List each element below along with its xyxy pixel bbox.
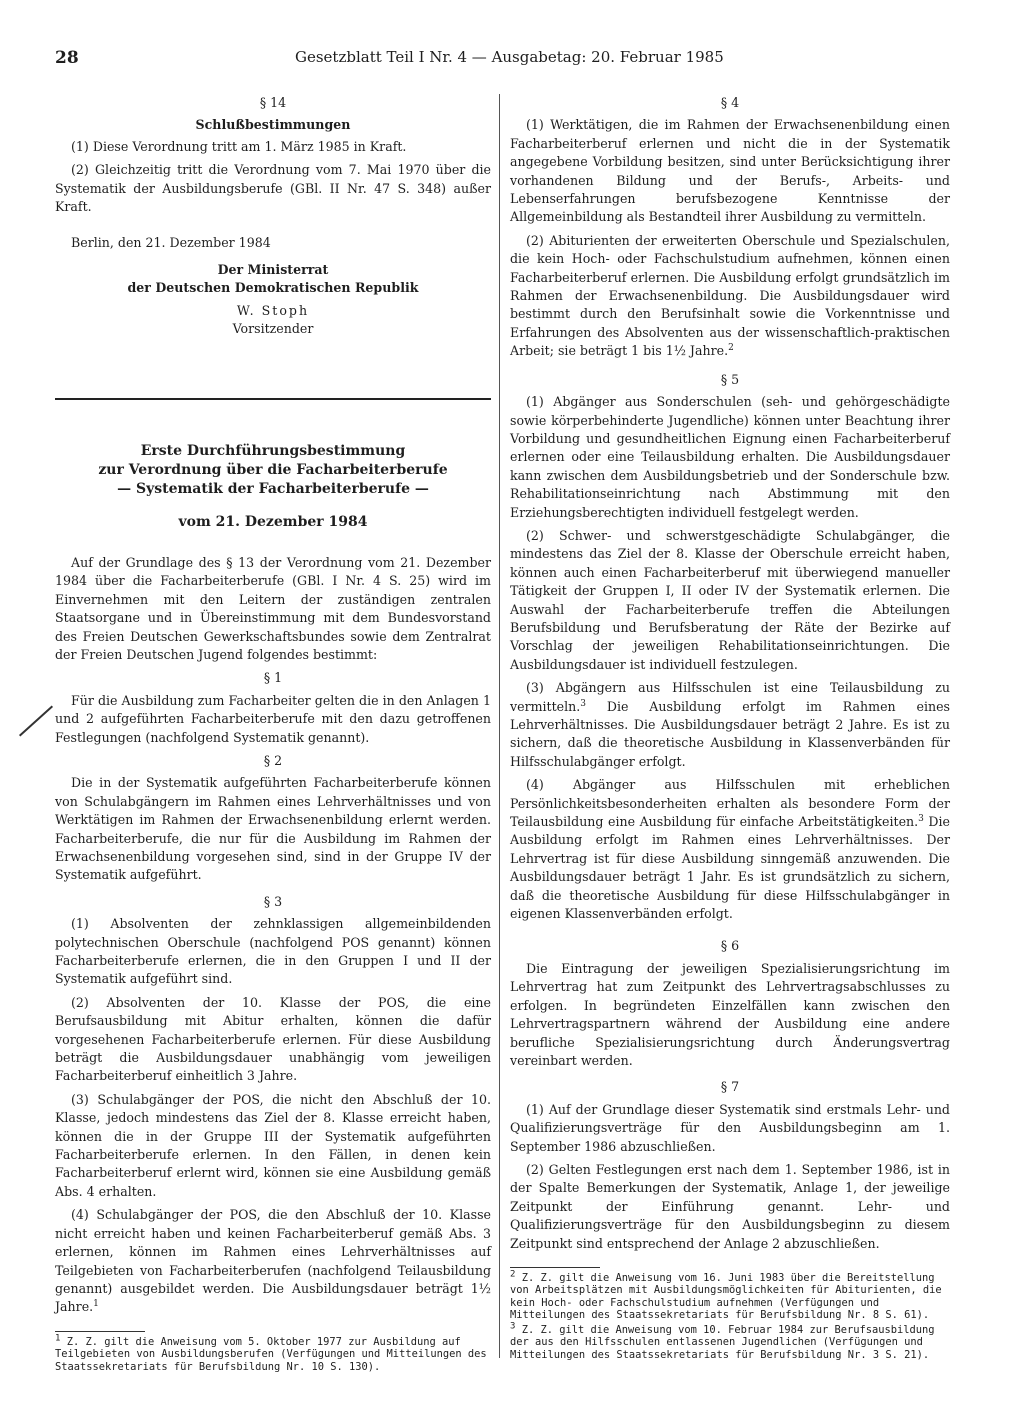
footnote-1 [55, 1333, 491, 1374]
footnote-ref-3b: 3 [918, 813, 924, 824]
section-3-paragraph-2: (2) Absolventen der 10. Klasse der POS, die eine Berufsausbildung mit Abitur erhalten, können die dafür vorgesehenen Facharbeiterberufe erlernen. Für diese Ausbildung beträgt die Ausbildungsdauer unabhängig vom jeweiligen Facharbeiterberuf einheitlich 3 Jahre. [55, 994, 491, 1084]
doc-title-line-2: zur Verordnung über die Facharbeiterberufe [98, 462, 448, 479]
section-5-paragraph-4-rest: Die Ausbildung erfolgt im Rahmen eines Lehrverhältnisses. Der Lehrvertrag ist für diese Ausbildung sinngemäß anzuwenden. Die Ausbildungsdauer beträgt 1 Jahr. Es ist grundsätzlich zu sichern, daß die theoretische Ausbildung für diese Hilfsschulabgänger in eigenen Klassenverbänden erfolgt. [510, 814, 950, 922]
preamble: Auf der Grundlage des § 13 der Verordnung vom 21. Dezember 1984 über die Facharbeiterberufe (GBl. I Nr. 4 S. 25) wird im Einvernehmen mit den Leitern der zuständigen zentralen Staatsorgane und in Übereinstimmung mit dem Bundesvorstand des Freien Deutschen Gewerkschaftsbundes sowie dem Zentralrat der Freien Deutschen Jugend folgendes bestimmt: [55, 554, 491, 662]
footnote-rule [55, 1331, 145, 1332]
section-5-paragraph-3 [510, 679, 950, 771]
section-7-heading: § 7 [720, 1079, 740, 1095]
section-4-paragraph-2 [510, 232, 950, 361]
footnote-2-text: Z. Z. gilt die Anweisung vom 16. Juni 1983 über die Bereitstellung von Arbeitsplätzen mit Ausbildungsmöglichkeiten für Abiturienten, die kein Hoch- oder Fachschulstudium aufnehmen (Verfügungen und Mitteilungen des Staatssekretariats für Berufsbildung Nr. 8 S. 61). [510, 1271, 942, 1322]
right-column [510, 90, 950, 1363]
section-4-paragraph-2-text: (2) Abiturienten der erweiterten Oberschule und Spezialschulen, die kein Hoch- oder Fachschulstudium aufnehmen, können einen Facharbeiterberuf erlernen. Die Ausbildung erfolgt grundsätzlich im Rahmen der Erwachsenenbildung. Die Ausbildungsdauer wird bestimmt durch den Berufsinhalt sowie die Vorkenntnisse und Erfahrungen des Absolventen aus der wissenschaftlich-praktischen Arbeit; sie beträgt 1 bis 1½ Jahre. [510, 232, 950, 359]
section-14-paragraph-1: (1) Diese Verordnung tritt am 1. März 1985 in Kraft. [71, 138, 407, 154]
section-2-heading: § 2 [263, 752, 283, 768]
footnote-rule-right [510, 1267, 600, 1268]
footnote-3-text: Z. Z. gilt die Anweisung vom 10. Februar 1984 zur Berufsausbildung der aus den Hilfsschulen entlassenen Jugendlichen (Verfügungen und Mitteilungen des Staatssekretariats für Berufsbildung Nr. 3 S. 21). [510, 1323, 935, 1361]
page-number: 28 [55, 48, 79, 68]
council-line-2: der Deutschen Demokratischen Republik [127, 280, 419, 296]
section-5-paragraph-2: (2) Schwer- und schwerstgeschädigte Schulabgänger, die mindestens das Ziel der 8. Klasse der Oberschule erreicht haben, können auch einen Facharbeiterberuf mit überwiegend manueller Tätigkeit der Gruppen I, II oder IV der Systematik erlernen. Die Auswahl der Facharbeiterberufe treffen die Abteilungen Berufsbildung und Berufsberatung der Räte der Bezirke auf Vorschlag der jeweiligen Rehabilitationseinrichtungen. Die Ausbildungsdauer ist individuell festzulegen. [510, 527, 950, 672]
footnote-ref-1: 1 [93, 1299, 99, 1310]
section-14-title: Schlußbestimmungen [195, 117, 351, 133]
section-1-heading: § 1 [263, 670, 283, 686]
header-title: Gesetzblatt Teil I Nr. 4 — Ausgabetag: 20. Februar 1985 [295, 48, 724, 66]
section-5-paragraph-4 [510, 776, 950, 923]
section-divider [55, 398, 491, 400]
section-6-heading: § 6 [720, 938, 740, 954]
column-divider [499, 94, 500, 1358]
margin-pen-mark [19, 706, 53, 737]
section-5-paragraph-3-rest: Die Ausbildung erfolgt im Rahmen eines Lehrverhältnisses. Die Ausbildungsdauer beträgt 2 Jahre. Es ist zu sichern, daß die theoretische Ausbildung in Klassenverbänden für Hilfsschulabgänger erfolgt. [510, 698, 950, 769]
footnote-1-text: Z. Z. gilt die Anweisung vom 5. Oktober 1977 zur Ausbildung auf Teilgebieten von Ausbildungsberufen (Verfügungen und Mitteilungen des Staatssekretariats für Berufsbildung Nr. 10 S. 130). [55, 1335, 487, 1373]
left-column [55, 90, 491, 1375]
section-4-heading: § 4 [720, 95, 740, 110]
doc-date: vom 21. Dezember 1984 [178, 514, 368, 531]
section-5-paragraph-1: (1) Abgänger aus Sonderschulen (seh- und gehörgeschädigte sowie körperbehinderte Jugendliche) können unter Beachtung ihrer Vorbildung und gesundheitlichen Eignung einen Facharbeiterberuf erlernen oder eine Teilausbildung erhalten. Die Ausbildungsdauer kann zwischen dem Ausbildungsbetrieb und der Sonderschule bzw. Rehabilitationseinrichtung nach Abstimmung mit den Erziehungsberechtigten individuell festgelegt werden. [510, 394, 950, 520]
footnote-3 [510, 1321, 950, 1362]
signer-role: Vorsitzender [232, 321, 314, 337]
section-3-paragraph-1: (1) Absolventen der zehnklassigen allgemeinbildenden polytechnischen Oberschule (nachfolgend POS genannt) können Facharbeiterberufe erlernen, die in den Gruppen I und II der Systematik aufgeführt sind. [55, 916, 491, 987]
footnote-3-number: 3 [510, 1321, 516, 1332]
footnote-2 [510, 1269, 950, 1322]
doc-title-line-3: — Systematik der Facharbeiterberufe — [117, 481, 429, 498]
section-5-paragraph-4-start: (4) Abgänger aus Hilfsschulen mit erheblichen Persönlichkeitsbesonderheiten erhalten als besondere Form der Teilausbildung eine Ausbildung für einfache Arbeitstätigkeiten. [510, 777, 950, 830]
place-date: Berlin, den 21. Dezember 1984 [71, 235, 271, 251]
page-header [55, 44, 955, 66]
footnote-ref-2: 2 [728, 343, 734, 354]
section-2-text: Die in der Systematik aufgeführten Facharbeiterberufe können von Schulabgängern im Rahmen eines Lehrverhältnisses und von Werktätigen im Rahmen der Erwachsenenbildung erlernt werden. Facharbeiterberufe, die nur für die Ausbildung im Rahmen der Erwachsenenbildung vorgesehen sind, sind in der Gruppe IV der Systematik aufgeführt. [55, 775, 491, 883]
footnote-2-number: 2 [510, 1269, 516, 1280]
footnote-ref-3a: 3 [580, 698, 587, 709]
section-14-heading: § 14 [259, 95, 287, 110]
section-6-text: Die Eintragung der jeweiligen Spezialisierungsrichtung im Lehrvertrag hat zum Zeitpunkt des Lehrvertragsabschlusses zu erfolgen. In begründeten Einzelfällen kann zwischen den Lehrvertragspartnern während der Ausbildung eine andere berufliche Spezialisierungsrichtung durch Änderungsvertrag vereinbart werden. [510, 960, 950, 1068]
section-14-paragraph-2: (2) Gleichzeitig tritt die Verordnung vom 7. Mai 1970 über die Systematik der Ausbildungsberufe (GBl. II Nr. 47 S. 348) außer Kraft. [55, 162, 491, 215]
section-3-paragraph-4-text: (4) Schulabgänger der POS, die den Abschluß der 10. Klasse nicht erreicht haben und keinen Facharbeiterberuf gemäß Abs. 3 erlernen, können im Rahmen eines Lehrverhältnisses auf Teilgebieten von Facharbeiterberufen (nachfolgend Teilausbildung genannt) ausgebildet werden. Die Ausbildungsdauer beträgt 1½ Jahre. [55, 1207, 491, 1315]
section-3-paragraph-3: (3) Schulabgänger der POS, die nicht den Abschluß der 10. Klasse, jedoch mindestens das Ziel der 8. Klasse erreicht haben, können die in der Gruppe III der Systematik aufgeführten Facharbeiterberufe erlernen. In den Fällen, in denen kein Facharbeiterberuf erlernt wird, können sie eine Ausbildung gemäß Abs. 4 erhalten. [55, 1091, 491, 1199]
footnote-1-number: 1 [55, 1333, 61, 1344]
section-3-heading: § 3 [263, 893, 283, 909]
signer-name: W. Stoph [236, 302, 310, 318]
section-3-paragraph-4 [55, 1206, 491, 1316]
section-7-paragraph-2: (2) Gelten Festlegungen erst nach dem 1. September 1986, ist in der Spalte Bemerkungen der Systematik, Anlage 1, der jeweilige Zeitpunkt der Einführung genannt. Lehr- und Qualifizierungsverträge für den Ausbildungsbeginn zu diesem Zeitpunkt sind entsprechend der Anlage 2 abzuschließen. [510, 1161, 950, 1251]
section-7-paragraph-1: (1) Auf der Grundlage dieser Systematik sind erstmals Lehr- und Qualifizierungsverträge für den Ausbildungsbeginn am 1. September 1986 abzuschließen. [510, 1101, 950, 1154]
council-line-1: Der Ministerrat [217, 261, 329, 277]
doc-title-line-1: Erste Durchführungsbestimmung [140, 443, 406, 460]
section-5-paragraph-3-start: (3) Abgängern aus Hilfsschulen ist eine Teilausbildung zu vermitteln. [510, 680, 950, 714]
section-4-paragraph-1: (1) Werktätigen, die im Rahmen der Erwachsenenbildung einen Facharbeiterberuf erlernen und nicht die in der Systematik angegebene Vorbildung besitzen, sind unter Berücksichtigung ihrer vorhandenen Bildung und der Berufs-, Arbeits- und Lebenserfahrungen berufsbezogene Kenntnisse der Allgemeinbildung als Bestandteil ihrer Ausbildung zu vermitteln. [510, 117, 950, 225]
section-5-heading: § 5 [720, 371, 740, 387]
section-1-text: Für die Ausbildung zum Facharbeiter gelten die in den Anlagen 1 und 2 aufgeführten Facharbeiterberufe mit den dazu getroffenen Festlegungen (nachfolgend Systematik genannt). [55, 692, 491, 745]
